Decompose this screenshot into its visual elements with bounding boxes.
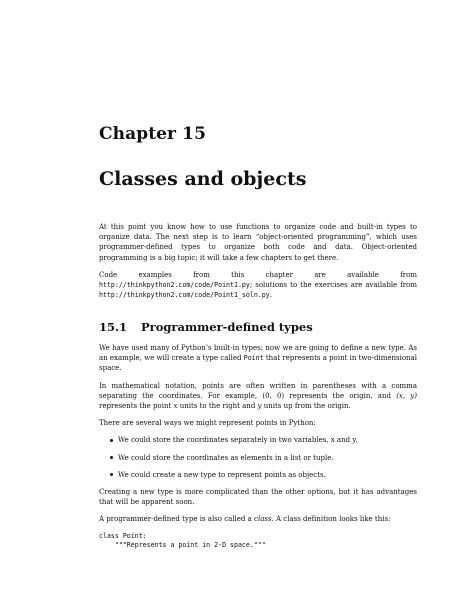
point-class-name: Point	[243, 354, 264, 363]
y-variable: y	[257, 402, 262, 411]
origin-notation: (0, 0)	[262, 391, 285, 400]
intro-p2-text-b: ; solutions to the exercises are available from	[249, 281, 417, 290]
section-paragraph-5	[99, 514, 417, 524]
list-item: We could store the coordinates as elements in a list or tuple.	[112, 453, 417, 463]
section-p1-text-a: We have used many of Python’s built-in types; now we are going to define a new type. As an example, we will create a type called	[99, 344, 417, 363]
section-p2-text-b: represents the origin, and	[284, 391, 397, 400]
intro-text	[99, 222, 417, 307]
options-list	[99, 435, 417, 480]
section-p5-text-a: A programmer-defined type is also called a	[99, 515, 255, 524]
point1-soln-url[interactable]: http://thinkpython2.com/code/Point1_soln.py	[99, 291, 270, 300]
list-item: We could create a new type to represent points as objects.	[112, 470, 417, 480]
section-p2-text-c: represents the point	[99, 402, 174, 411]
intro-p2-text-a: Code examples from this chapter are available from	[99, 270, 417, 279]
intro-p2-text-c: .	[269, 291, 272, 300]
list-item: We could store the coordinates separately in two variables, x and y.	[112, 435, 417, 445]
class-term: class	[254, 515, 272, 524]
section-body	[99, 343, 417, 550]
chapter-label: Chapter 15	[99, 124, 206, 144]
intro-paragraph-1: At this point you know how to use functions to organize code and built-in types to organize data. The next step is to learn “object-oriented programming”, which uses programmer-defined types to organize both code and data. Object-oriented programming is a big topic; it will take a few chapters to get there.	[99, 223, 417, 262]
section-p2-text-d: units to the right and	[177, 402, 258, 411]
section-p1-text-b: that represents a point in two-dimensional space.	[99, 354, 417, 373]
intro-paragraph-2	[99, 270, 417, 301]
xy-notation: (x, y)	[396, 391, 417, 400]
section-p5-text-b: . A class definition looks like this:	[271, 515, 391, 524]
section-heading	[99, 320, 313, 334]
chapter-title: Classes and objects	[99, 168, 307, 190]
section-p2-text-e: units up from the origin.	[261, 402, 351, 411]
section-paragraph-2	[99, 381, 417, 412]
code-block: class Point: """Represents a point in 2-D space."""	[99, 531, 266, 549]
section-paragraph-3: There are several ways we might represent points in Python:	[99, 419, 316, 428]
section-number: 15.1	[99, 320, 128, 334]
section-paragraph-4: Creating a new type is more complicated than the other options, but it has advantages that will be apparent soon.	[99, 488, 417, 507]
x-variable: x	[173, 402, 178, 411]
section-paragraph-1	[99, 343, 417, 374]
section-p2-text-a: In mathematical notation, points are often written in parentheses with a comma separating the coordinates. For example,	[99, 381, 417, 400]
point1-url[interactable]: http://thinkpython2.com/code/Point1.py	[99, 281, 250, 290]
section-title: Programmer-defined types	[141, 320, 313, 334]
